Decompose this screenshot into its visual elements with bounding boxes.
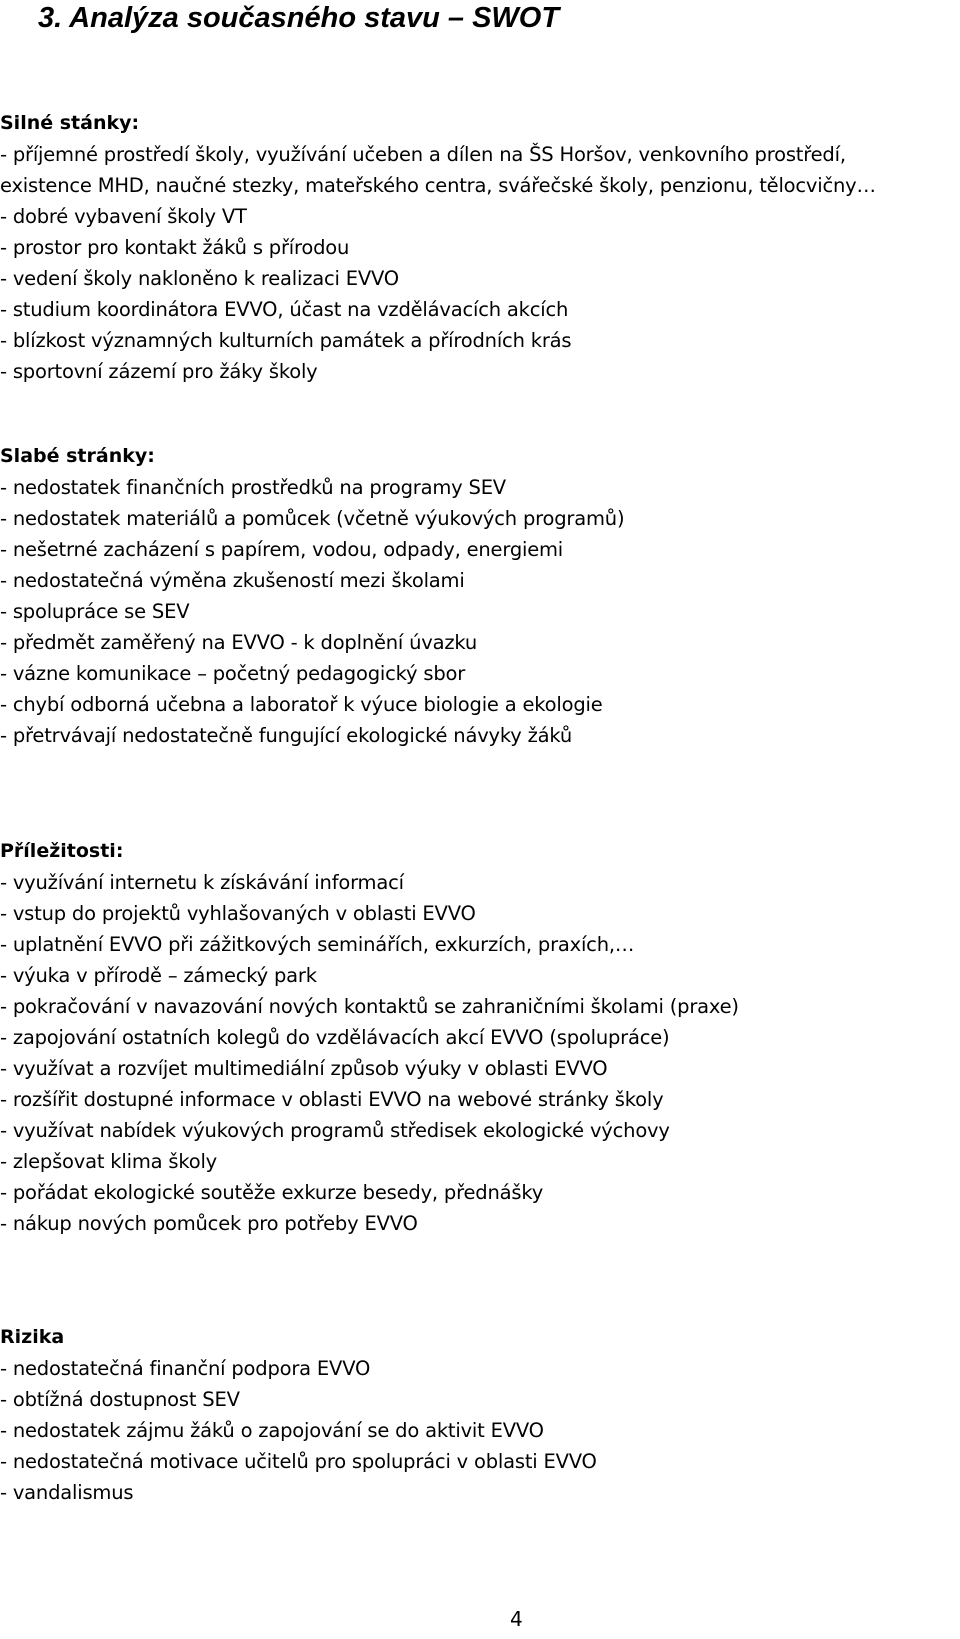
- threats-item: - nedostatečná motivace učitelů pro spolupráci v oblasti EVVO: [0, 1450, 597, 1473]
- strengths-item: - příjemné prostředí školy, využívání učeben a dílen na ŠS Horšov, venkovního prostředí,: [0, 143, 846, 166]
- opportunities-heading: Příležitosti:: [0, 840, 124, 862]
- opportunities-item: - využívat a rozvíjet multimediální způsob výuky v oblasti EVVO: [0, 1057, 608, 1080]
- weaknesses-item: - spolupráce se SEV: [0, 600, 190, 623]
- weaknesses-item: - nedostatek finančních prostředků na programy SEV: [0, 476, 506, 499]
- threats-item: - vandalismus: [0, 1481, 134, 1504]
- weaknesses-item: - vázne komunikace – početný pedagogický sbor: [0, 662, 466, 685]
- threats-item: - nedostatečná finanční podpora EVVO: [0, 1357, 371, 1380]
- threats-heading: Rizika: [0, 1326, 65, 1348]
- opportunities-item: - pořádat ekologické soutěže exkurze besedy, přednášky: [0, 1181, 544, 1204]
- opportunities-item: - uplatnění EVVO při zážitkových seminářích, exkurzích, praxích,…: [0, 933, 635, 956]
- opportunities-item: - výuka v přírodě – zámecký park: [0, 964, 317, 987]
- opportunities-item: - využívat nabídek výukových programů středisek ekologické výchovy: [0, 1119, 670, 1142]
- page-number: 4: [510, 1607, 523, 1631]
- opportunities-item: - rozšířit dostupné informace v oblasti EVVO na webové stránky školy: [0, 1088, 664, 1111]
- threats-section: [0, 1322, 960, 1508]
- strengths-item: - sportovní zázemí pro žáky školy: [0, 360, 318, 383]
- strengths-item: - prostor pro kontakt žáků s přírodou: [0, 236, 350, 259]
- weaknesses-item: - nedostatek materiálů a pomůcek (včetně výukových programů): [0, 507, 625, 530]
- weaknesses-item: - nedostatečná výměna zkušeností mezi školami: [0, 569, 465, 592]
- strengths-item: existence MHD, naučné stezky, mateřského centra, svářečské školy, penzionu, tělocvičny…: [0, 174, 876, 197]
- weaknesses-item: - nešetrné zacházení s papírem, vodou, odpady, energiemi: [0, 538, 564, 561]
- strengths-item: - dobré vybavení školy VT: [0, 205, 247, 228]
- strengths-item: - studium koordinátora EVVO, účast na vzdělávacích akcích: [0, 298, 569, 321]
- opportunities-item: - vstup do projektů vyhlašovaných v oblasti EVVO: [0, 902, 476, 925]
- weaknesses-item: - chybí odborná učebna a laboratoř k výuce biologie a ekologie: [0, 693, 603, 716]
- page-title: 3. Analýza současného stavu – SWOT: [38, 2, 560, 34]
- opportunities-item: - zapojování ostatních kolegů do vzdělávacích akcí EVVO (spolupráce): [0, 1026, 670, 1049]
- weaknesses-item: - předmět zaměřený na EVVO - k doplnění úvazku: [0, 631, 478, 654]
- opportunities-item: - zlepšovat klima školy: [0, 1150, 218, 1173]
- opportunities-item: - pokračování v navazování nových kontaktů se zahraničními školami (praxe): [0, 995, 739, 1018]
- opportunities-item: - využívání internetu k získávání informací: [0, 871, 404, 894]
- threats-item: - obtížná dostupnost SEV: [0, 1388, 240, 1411]
- opportunities-item: - nákup nových pomůcek pro potřeby EVVO: [0, 1212, 418, 1235]
- strengths-item: - vedení školy nakloněno k realizaci EVVO: [0, 267, 399, 290]
- threats-item: - nedostatek zájmu žáků o zapojování se do aktivit EVVO: [0, 1419, 544, 1442]
- weaknesses-heading: Slabé stránky:: [0, 445, 155, 467]
- weaknesses-item: - přetrvávají nedostatečně fungující ekologické návyky žáků: [0, 724, 573, 747]
- weaknesses-section: [0, 441, 960, 751]
- strengths-item: - blízkost významných kulturních památek a přírodních krás: [0, 329, 572, 352]
- opportunities-section: [0, 836, 960, 1239]
- strengths-section: [0, 108, 960, 387]
- strengths-heading: Silné stánky:: [0, 112, 140, 134]
